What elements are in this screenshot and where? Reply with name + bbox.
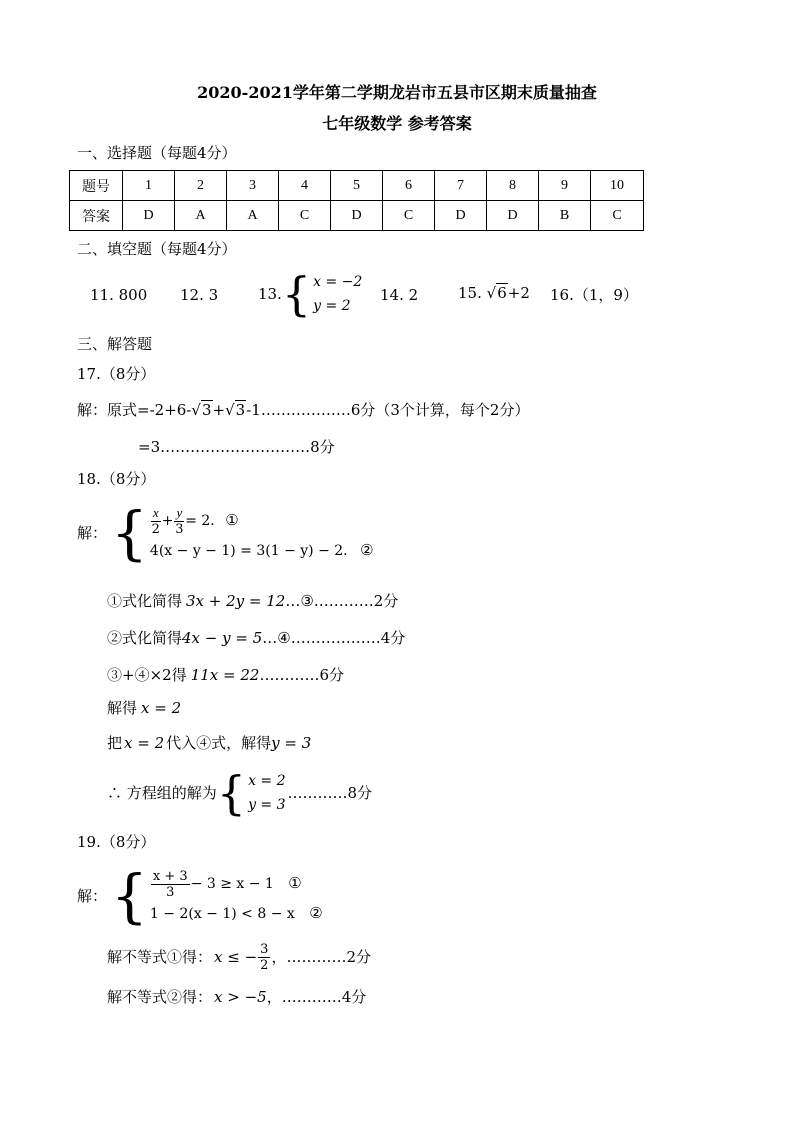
q18-eq-2 [150,538,374,563]
plus-sign: + [161,513,174,529]
question-cell: 1 [123,171,175,201]
denominator: 3 [166,884,175,900]
q18-step-6-text: ∴ 方程组的解为 [107,783,217,802]
answer-cell: C [279,201,331,231]
fraction [151,869,190,900]
q18-step-5-text-a: 把 [107,734,123,752]
numerator: y [176,505,183,520]
row-label-question: 题号 [70,171,123,201]
q18-step-3 [107,668,344,683]
fill-15-label: 15. [458,284,482,302]
q18-step-2-text: ②式化简得 [107,629,183,647]
q19-jie: 解： [77,886,108,905]
answer-cell: B [539,201,591,231]
q18-step-1 [107,594,398,609]
fill-answer-15 [458,286,530,301]
circled-two-mark: ② [360,541,374,559]
answer-cell: C [591,201,644,231]
circled-two-mark: ② [309,904,323,922]
fill-13-label: 13. [258,284,282,303]
answer-cell: A [227,201,279,231]
question-cell: 5 [331,171,383,201]
q18-step-5-eq-1: x = 2 [124,734,165,752]
q18-step-6-score: …………8分 [287,783,373,802]
q18-step-3-eq: 11x = 22 [190,666,260,684]
q18-system [77,499,374,567]
fill-answer-16: 16.（1，9） [550,286,638,304]
q19-step-1-text: 解不等式①得： [107,948,213,966]
answer-cell: D [487,201,539,231]
q18-jie: 解： [77,523,108,542]
numerator: 3 [260,942,269,957]
table-row-answers [70,201,644,231]
left-brace-symbol: { [281,267,312,321]
question-cell: 7 [435,171,487,201]
question-cell: 10 [591,171,644,201]
q18-step-3-text: ③+④×2得 [107,666,187,684]
fill-15-radicand: 6 [497,284,507,302]
left-brace-symbol: { [216,766,247,820]
q18-step-1-text: ①式化简得 [107,592,183,610]
q18-step-4-text: 解得 [107,699,138,717]
answer-cell: A [175,201,227,231]
q18-step-2-score: …④………………4分 [262,629,406,647]
q17-radicand-2: 3 [235,401,246,419]
q19-step-2 [107,990,366,1005]
q18-eq-1-tail: = 2. [185,513,215,529]
q19-header: 19.（8分） [77,833,156,851]
sqrt-symbol: √3 [191,401,212,419]
fill-13-line-2: y = 2 [313,298,351,314]
sqrt-symbol: √3 [225,401,246,419]
q18-step-4 [107,701,181,716]
answer-cell: D [331,201,383,231]
q19-eq-1-tail: − 3 ≥ x − 1 [190,876,274,892]
q19-step-2-text: 解不等式②得： [107,988,213,1006]
left-brace-symbol: { [111,862,148,930]
sqrt-symbol: √6 [486,284,507,302]
q19-eq-2-text: 1 − 2(x − 1) < 8 − x [149,906,295,922]
q19-system [77,862,323,930]
q19-eq-2 [150,901,323,926]
row-label-answer: 答案 [70,201,123,231]
q18-eq-1 [150,503,374,538]
q18-step-4-eq: x = 2 [141,699,182,717]
q17-expr-b: + [212,401,226,419]
fraction [151,505,161,537]
answer-cell: D [123,201,175,231]
q17-score-1: ………………6分（3个计算，每个2分） [260,401,530,419]
fraction [258,942,270,973]
numerator: x + 3 [152,868,188,884]
denominator: 3 [175,522,184,537]
fill-15-tail: +2 [507,284,530,302]
q19-eq-1 [150,866,323,901]
q17-jie: 解： [77,401,108,419]
fraction [174,505,184,537]
q19-step-1 [107,942,371,973]
question-cell: 9 [539,171,591,201]
q19-step-1-score: ，…………2分 [271,948,371,966]
q18-step-5 [107,736,311,751]
q18-step-1-eq: 3x + 2y = 12 [186,592,286,610]
q17-header: 17.（8分） [77,365,156,383]
section-heading-fill: 二、填空题（每题4分） [77,240,237,258]
fill-answer-14: 14. 2 [380,286,419,304]
q18-step-1-score: …③…………2分 [285,592,399,610]
fill-answer-12: 12. 3 [180,286,219,304]
denominator: 2 [151,522,160,537]
q18-step-5-text-b: 代入④式，解得 [166,734,272,752]
fill-answer-13 [258,267,363,321]
table-row-questions [70,171,644,201]
question-cell: 3 [227,171,279,201]
q17-expr-c: -1 [246,401,261,419]
denominator: 2 [260,958,269,973]
q19-step-2-score: ，…………4分 [266,988,367,1006]
q19-step-1-eq: x ≤ − [214,948,258,966]
left-brace-symbol: { [111,499,148,567]
q18-solution-y: y = 3 [248,797,286,813]
q17-line-2: =3…………………………8分 [138,438,335,456]
q18-step-6 [107,766,373,820]
section-heading-solve: 三、解答题 [77,335,153,353]
q17-expr-a: 原式=-2+6- [107,401,192,419]
q18-solution-x: x = 2 [248,773,286,789]
q19-step-2-eq: x > −5 [214,988,267,1006]
document-subtitle: 七年级数学 参考答案 [322,114,472,133]
section-heading-choice: 一、选择题（每题4分） [77,144,237,162]
question-cell: 6 [383,171,435,201]
answer-table [69,170,644,231]
answer-cell: C [383,201,435,231]
numerator: x [152,505,159,520]
circled-one-mark: ① [225,511,239,529]
document-title: 2020-2021学年第二学期龙岩市五县市区期末质量抽查 [197,83,597,102]
q18-step-2 [107,631,405,646]
q18-step-3-score: …………6分 [259,666,344,684]
q18-eq-2-text: 4(x − y − 1) = 3(1 − y) − 2. [149,543,348,559]
circled-one-mark: ① [288,874,302,892]
q17-radicand-1: 3 [201,401,212,419]
fill-13-line-1: x = −2 [313,274,363,290]
question-cell: 4 [279,171,331,201]
question-cell: 2 [175,171,227,201]
q18-step-2-eq: 4x − y = 5 [182,629,263,647]
q17-line-1 [77,403,529,418]
q18-header: 18.（8分） [77,470,156,488]
q18-step-5-eq-2: y = 3 [271,734,312,752]
answer-cell: D [435,201,487,231]
question-cell: 8 [487,171,539,201]
fill-answer-11: 11. 800 [90,286,148,304]
